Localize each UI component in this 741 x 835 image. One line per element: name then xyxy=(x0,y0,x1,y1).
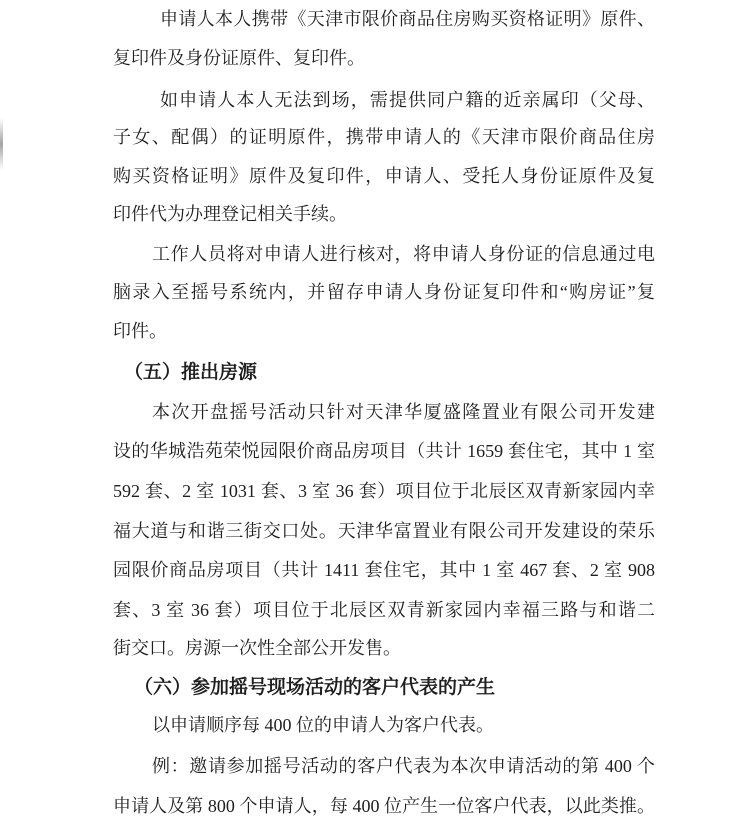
paragraph-line: 印件。 xyxy=(113,321,167,341)
paragraph-line: 本次开盘摇号活动只针对天津华厦盛隆置业有限公司开发建 xyxy=(152,402,655,422)
paragraph-line: 如申请人本人无法到场，需提供同户籍的近亲属印（父母、 xyxy=(160,90,655,110)
section-heading-5: （五）推出房源 xyxy=(124,362,258,383)
paragraph-line: 脑录入至摇号系统内，并留存申请人身份证复印件和“购房证”复 xyxy=(113,282,655,302)
paragraph-line: 子女、配偶）的证明原件，携带申请人的《天津市限价商品住房 xyxy=(113,127,655,147)
paragraph-line: 园限价商品房项目（共计 1411 套住宅，其中 1 室 467 套、2 室 908 xyxy=(113,560,655,580)
paragraph-line: 复印件及身份证原件、复印件。 xyxy=(113,48,365,68)
paragraph-line: 福大道与和谐三街交口处。天津华富置业有限公司开发建设的荣乐 xyxy=(113,521,655,541)
paragraph-line: 592 套、2 室 1031 套、3 室 36 套）项目位于北辰区双青新家园内幸 xyxy=(113,481,655,501)
paragraph-line: 设的华城浩苑荣悦园限价商品房项目（共计 1659 套住宅，其中 1 室 xyxy=(113,441,655,461)
paragraph-line: 以申请顺序每 400 位的申请人为客户代表。 xyxy=(152,715,494,735)
paragraph-line: 申请人本人携带《天津市限价商品住房购买资格证明》原件、 xyxy=(160,9,655,29)
paragraph-line: 套、3 室 36 套）项目位于北辰区双青新家园内幸福三路与和谐二 xyxy=(113,600,655,620)
paragraph-line: 印件代为办理登记相关手续。 xyxy=(113,204,347,224)
paragraph-line: 申请人及第 800 个申请人，每 400 位产生一位客户代表，以此类推。 xyxy=(113,796,655,816)
section-heading-6: （六）参加摇号现场活动的客户代表的产生 xyxy=(134,677,496,698)
scan-edge-mark xyxy=(0,118,3,170)
paragraph-line: 购买资格证明》原件及复印件，申请人、受托人身份证原件及复 xyxy=(113,166,655,186)
paragraph-line: 工作人员将对申请人进行核对，将申请人身份证的信息通过电 xyxy=(152,244,655,264)
paragraph-line: 例：邀请参加摇号活动的客户代表为本次申请活动的第 400 个 xyxy=(152,756,655,776)
paragraph-line: 街交口。房源一次性全部公开发售。 xyxy=(113,638,401,658)
